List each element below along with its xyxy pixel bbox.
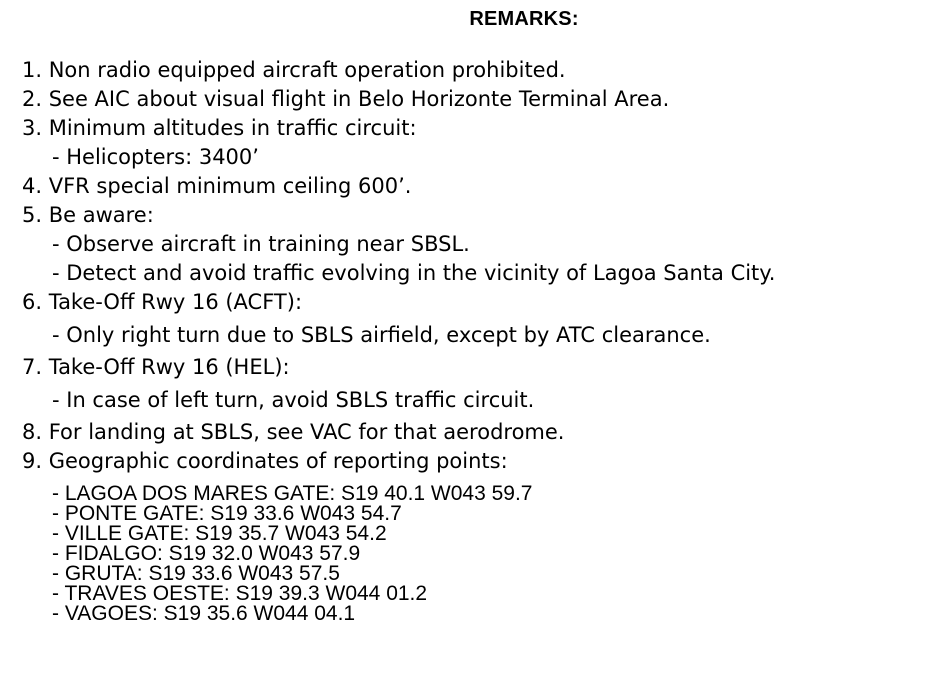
remark-4: 4. VFR special minimum ceiling 600’. [22,174,412,198]
remark-2: 2. See AIC about visual flight in Belo Horizonte Terminal Area. [22,87,670,111]
remark-8: 8. For landing at SBLS, see VAC for that aerodrome. [22,420,565,444]
reporting-point: - GRUTA: S19 33.6 W043 57.5 [52,562,340,585]
remark-6: 6. Take-Off Rwy 16 (ACFT): [22,290,303,314]
remark-5: 5. Be aware: [22,203,154,227]
remarks-list [22,56,942,624]
remark-7: 7. Take-Off Rwy 16 (HEL): [22,355,290,379]
reporting-point: - PONTE GATE: S19 33.6 W043 54.7 [52,502,402,525]
reporting-point: - VILLE GATE: S19 35.7 W043 54.2 [52,522,387,545]
remark-9: 9. Geographic coordinates of reporting points: [22,449,508,473]
remark-7-sub-1: - In case of left turn, avoid SBLS traffic circuit. [52,388,535,412]
remark-5-sub-2: - Detect and avoid traffic evolving in the vicinity of Lagoa Santa City. [52,261,776,285]
reporting-point: - VAGOES: S19 35.6 W044 04.1 [52,602,356,625]
reporting-point: - LAGOA DOS MARES GATE: S19 40.1 W043 59.7 [52,482,533,505]
reporting-point: - FIDALGO: S19 32.0 W043 57.9 [52,542,361,565]
remarks-title: REMARKS: [469,8,579,30]
remark-6-sub-1: - Only right turn due to SBLS airfield, except by ATC clearance. [52,323,711,347]
remark-5-sub-1: - Observe aircraft in training near SBSL. [52,232,470,256]
reporting-points-list [22,484,942,624]
remark-1: 1. Non radio equipped aircraft operation prohibited. [22,58,566,82]
remark-3-sub-1: - Helicopters: 3400’ [52,145,259,169]
remark-3: 3. Minimum altitudes in traffic circuit: [22,116,417,140]
reporting-point: - TRAVES OESTE: S19 39.3 W044 01.2 [52,582,428,605]
